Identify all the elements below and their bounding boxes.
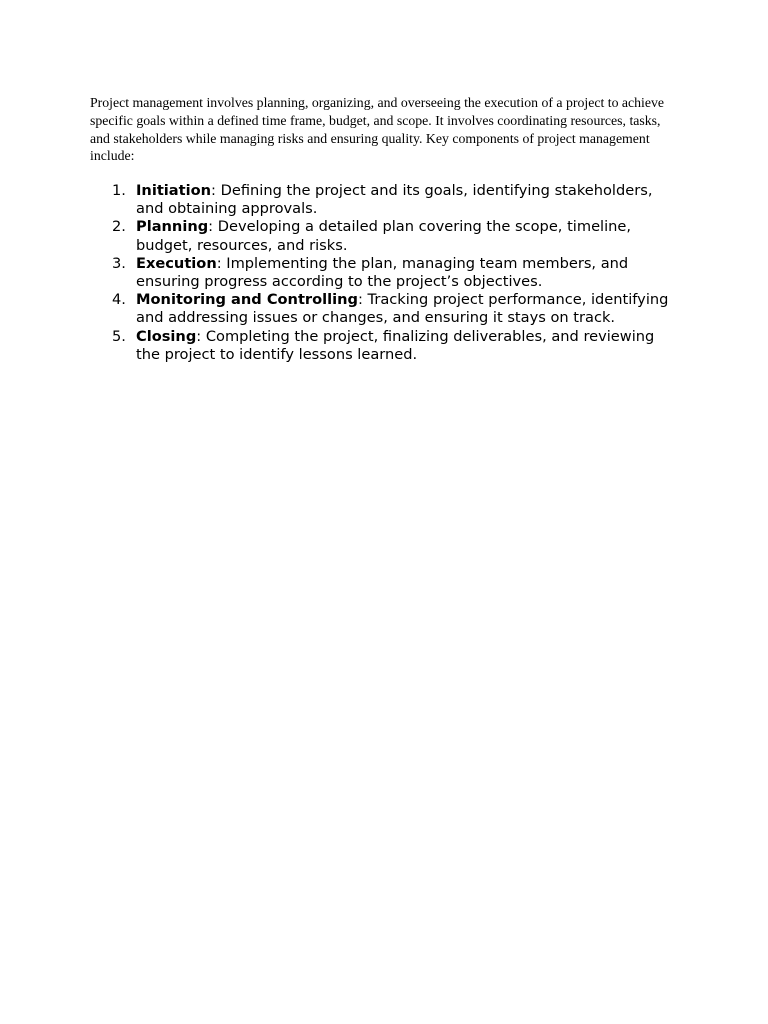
intro-paragraph: Project management involves planning, organizing, and overseeing the execution of a project to achieve specific goals within a defined time frame, budget, and scope. It involves coordinating resources, tasks, and stakeholders while managing risks and ensuring quality. Key components of project management include: <box>90 95 665 164</box>
list-item-text: : Completing the project, finalizing deliverables, and reviewing the project to identify lessons learned. <box>136 327 655 363</box>
list-item-text: : Defining the project and its goals, identifying stakeholders, and obtaining approvals. <box>136 182 653 218</box>
list-item-term: Monitoring and Controlling <box>136 291 358 309</box>
list-item-number: 2. <box>112 218 126 236</box>
list-item-text: : Developing a detailed plan covering the scope, timeline, budget, resources, and risks. <box>136 218 632 254</box>
list-item-term: Closing <box>136 327 197 345</box>
list-item-text: : Tracking project performance, identifying and addressing issues or changes, and ensuring it stays on track. <box>136 291 669 327</box>
list-item-term: Execution <box>136 254 217 272</box>
list-item <box>90 291 680 327</box>
list-item-number: 1. <box>112 182 126 199</box>
list-item <box>90 218 680 254</box>
list-item <box>90 182 680 218</box>
list-item <box>90 328 680 364</box>
list-item-number: 3. <box>112 254 126 272</box>
list-item-number: 4. <box>112 291 126 309</box>
list-item-text: : Implementing the plan, managing team members, and ensuring progress according to the project’s objectives. <box>136 254 629 291</box>
components-list <box>90 182 680 364</box>
list-item <box>90 255 680 291</box>
list-item-term: Initiation <box>136 182 212 199</box>
list-item-term: Planning <box>136 218 209 236</box>
list-item-number: 5. <box>112 327 126 345</box>
